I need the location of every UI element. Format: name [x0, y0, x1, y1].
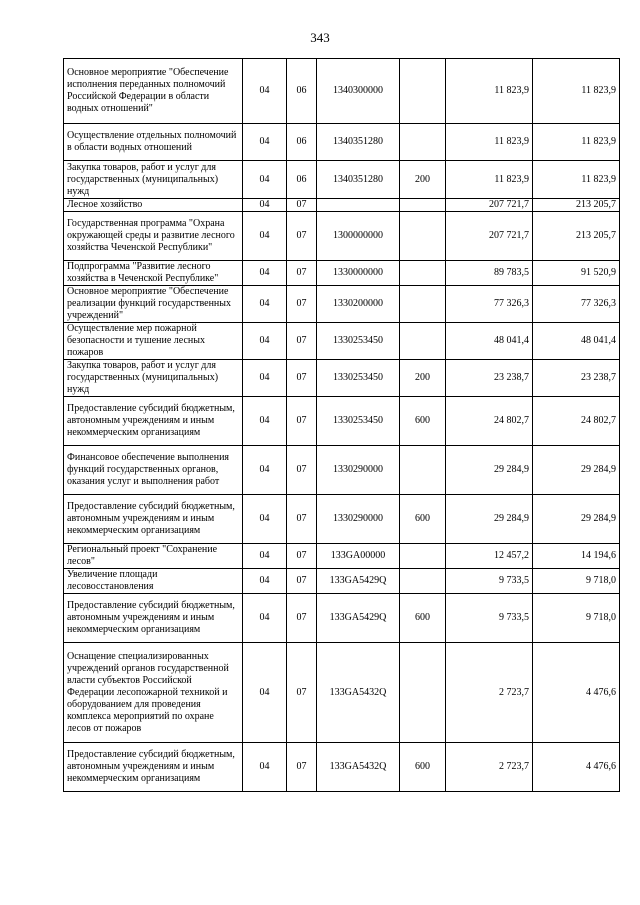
- table-row: [64, 199, 620, 212]
- cell-subsection: 07: [287, 569, 317, 594]
- cell-section: 04: [243, 544, 287, 569]
- cell-amount-year-1: 207 721,7: [446, 199, 533, 212]
- cell-amount-year-2: 213 205,7: [533, 199, 620, 212]
- cell-target-article: 1330253450: [317, 360, 400, 397]
- cell-target-article: 1330290000: [317, 446, 400, 495]
- cell-target-article: 1330253450: [317, 397, 400, 446]
- cell-expense-type: [400, 286, 446, 323]
- cell-subsection: 07: [287, 397, 317, 446]
- cell-section: 04: [243, 286, 287, 323]
- cell-amount-year-2: 24 802,7: [533, 397, 620, 446]
- cell-name: Региональный проект "Сохранение лесов": [64, 544, 243, 569]
- cell-amount-year-1: 48 041,4: [446, 323, 533, 360]
- cell-target-article: 1340351280: [317, 161, 400, 199]
- page-number: 343: [310, 30, 330, 45]
- cell-section: 04: [243, 594, 287, 643]
- cell-target-article: 1340351280: [317, 124, 400, 161]
- cell-section: 04: [243, 124, 287, 161]
- cell-target-article: 133GA5432Q: [317, 643, 400, 743]
- cell-name: Осуществление мер пожарной безопасности и тушение лесных пожаров: [64, 323, 243, 360]
- cell-amount-year-2: 23 238,7: [533, 360, 620, 397]
- cell-section: 04: [243, 161, 287, 199]
- table-row: [64, 594, 620, 643]
- table-row: [64, 124, 620, 161]
- cell-amount-year-1: 9 733,5: [446, 594, 533, 643]
- table-row: [64, 544, 620, 569]
- cell-name: Оснащение специализированных учреждений органов государственной власти субъектов Российской Федерации лесопожарной техникой и оборудованием для проведения комплекса мероприятий по охране лесов от пожаров: [64, 643, 243, 743]
- cell-expense-type: [400, 446, 446, 495]
- cell-target-article: [317, 199, 400, 212]
- cell-amount-year-1: 11 823,9: [446, 124, 533, 161]
- cell-target-article: 133GA5432Q: [317, 743, 400, 792]
- cell-subsection: 07: [287, 643, 317, 743]
- cell-subsection: 07: [287, 495, 317, 544]
- cell-expense-type: 200: [400, 161, 446, 199]
- cell-target-article: 1330000000: [317, 261, 400, 286]
- cell-name: Предоставление субсидий бюджетным, автономным учреждениям и иным некоммерческим организациям: [64, 397, 243, 446]
- cell-name: Основное мероприятие "Обеспечение исполнения переданных полномочий Российской Федерации в области водных отношений": [64, 59, 243, 124]
- budget-table: [63, 58, 620, 792]
- cell-target-article: 1300000000: [317, 212, 400, 261]
- cell-amount-year-1: 24 802,7: [446, 397, 533, 446]
- cell-expense-type: [400, 261, 446, 286]
- table-row: [64, 323, 620, 360]
- cell-name: Закупка товаров, работ и услуг для государственных (муниципальных) нужд: [64, 360, 243, 397]
- cell-name: Закупка товаров, работ и услуг для государственных (муниципальных) нужд: [64, 161, 243, 199]
- cell-amount-year-2: 9 718,0: [533, 594, 620, 643]
- cell-expense-type: [400, 199, 446, 212]
- cell-amount-year-2: 48 041,4: [533, 323, 620, 360]
- cell-amount-year-2: 9 718,0: [533, 569, 620, 594]
- cell-target-article: 1330200000: [317, 286, 400, 323]
- cell-target-article: 133GA5429Q: [317, 594, 400, 643]
- cell-target-article: 1330253450: [317, 323, 400, 360]
- cell-section: 04: [243, 199, 287, 212]
- cell-amount-year-2: 213 205,7: [533, 212, 620, 261]
- cell-name: Предоставление субсидий бюджетным, автономным учреждениям и иным некоммерческим организациям: [64, 594, 243, 643]
- cell-amount-year-2: 11 823,9: [533, 161, 620, 199]
- table-row: [64, 59, 620, 124]
- cell-name: Лесное хозяйство: [64, 199, 243, 212]
- table-row: [64, 643, 620, 743]
- cell-amount-year-2: 11 823,9: [533, 124, 620, 161]
- cell-name: Основное мероприятие "Обеспечение реализации функций государственных учреждений": [64, 286, 243, 323]
- cell-name: Государственная программа "Охрана окружающей среды и развитие лесного хозяйства Чеченской Республики": [64, 212, 243, 261]
- cell-amount-year-2: 4 476,6: [533, 643, 620, 743]
- cell-name: Осуществление отдельных полномочий в области водных отношений: [64, 124, 243, 161]
- cell-amount-year-1: 11 823,9: [446, 161, 533, 199]
- cell-expense-type: 600: [400, 743, 446, 792]
- cell-amount-year-1: 9 733,5: [446, 569, 533, 594]
- cell-section: 04: [243, 569, 287, 594]
- cell-name: Предоставление субсидий бюджетным, автономным учреждениям и иным некоммерческим организациям: [64, 743, 243, 792]
- cell-amount-year-1: 12 457,2: [446, 544, 533, 569]
- cell-subsection: 07: [287, 261, 317, 286]
- cell-expense-type: [400, 323, 446, 360]
- table-row: [64, 743, 620, 792]
- cell-expense-type: [400, 569, 446, 594]
- table-row: [64, 569, 620, 594]
- cell-subsection: 07: [287, 360, 317, 397]
- cell-target-article: 133GA00000: [317, 544, 400, 569]
- cell-subsection: 06: [287, 59, 317, 124]
- cell-subsection: 07: [287, 199, 317, 212]
- cell-subsection: 07: [287, 286, 317, 323]
- cell-section: 04: [243, 643, 287, 743]
- cell-subsection: 07: [287, 743, 317, 792]
- cell-subsection: 07: [287, 594, 317, 643]
- cell-section: 04: [243, 261, 287, 286]
- cell-subsection: 06: [287, 161, 317, 199]
- cell-expense-type: [400, 59, 446, 124]
- cell-section: 04: [243, 495, 287, 544]
- cell-name: Предоставление субсидий бюджетным, автономным учреждениям и иным некоммерческим организациям: [64, 495, 243, 544]
- cell-expense-type: [400, 643, 446, 743]
- cell-name: Увеличение площади лесовосстановления: [64, 569, 243, 594]
- table-row: [64, 161, 620, 199]
- cell-amount-year-1: 2 723,7: [446, 643, 533, 743]
- cell-amount-year-1: 89 783,5: [446, 261, 533, 286]
- cell-name: Подпрограмма "Развитие лесного хозяйства в Чеченской Республике": [64, 261, 243, 286]
- cell-target-article: 133GA5429Q: [317, 569, 400, 594]
- budget-table-body: [64, 59, 620, 792]
- cell-section: 04: [243, 59, 287, 124]
- cell-amount-year-1: 2 723,7: [446, 743, 533, 792]
- cell-expense-type: 600: [400, 495, 446, 544]
- cell-subsection: 07: [287, 323, 317, 360]
- cell-amount-year-2: 11 823,9: [533, 59, 620, 124]
- cell-amount-year-1: 207 721,7: [446, 212, 533, 261]
- table-row: [64, 286, 620, 323]
- table-row: [64, 397, 620, 446]
- cell-section: 04: [243, 323, 287, 360]
- table-row: [64, 446, 620, 495]
- cell-amount-year-1: 29 284,9: [446, 446, 533, 495]
- cell-section: 04: [243, 360, 287, 397]
- cell-expense-type: [400, 544, 446, 569]
- table-row: [64, 360, 620, 397]
- cell-section: 04: [243, 743, 287, 792]
- table-row: [64, 261, 620, 286]
- cell-subsection: 07: [287, 544, 317, 569]
- cell-section: 04: [243, 446, 287, 495]
- table-row: [64, 212, 620, 261]
- cell-amount-year-1: 77 326,3: [446, 286, 533, 323]
- cell-expense-type: [400, 212, 446, 261]
- cell-expense-type: 200: [400, 360, 446, 397]
- cell-expense-type: [400, 124, 446, 161]
- cell-subsection: 07: [287, 446, 317, 495]
- cell-subsection: 06: [287, 124, 317, 161]
- cell-amount-year-1: 29 284,9: [446, 495, 533, 544]
- cell-amount-year-1: 11 823,9: [446, 59, 533, 124]
- cell-section: 04: [243, 397, 287, 446]
- cell-amount-year-2: 29 284,9: [533, 446, 620, 495]
- cell-amount-year-2: 29 284,9: [533, 495, 620, 544]
- cell-expense-type: 600: [400, 397, 446, 446]
- cell-expense-type: 600: [400, 594, 446, 643]
- cell-subsection: 07: [287, 212, 317, 261]
- cell-amount-year-1: 23 238,7: [446, 360, 533, 397]
- cell-amount-year-2: 77 326,3: [533, 286, 620, 323]
- cell-target-article: 1330290000: [317, 495, 400, 544]
- table-row: [64, 495, 620, 544]
- cell-amount-year-2: 14 194,6: [533, 544, 620, 569]
- cell-amount-year-2: 4 476,6: [533, 743, 620, 792]
- cell-section: 04: [243, 212, 287, 261]
- cell-target-article: 1340300000: [317, 59, 400, 124]
- cell-amount-year-2: 91 520,9: [533, 261, 620, 286]
- cell-name: Финансовое обеспечение выполнения функций государственных органов, оказания услуг и выполнения работ: [64, 446, 243, 495]
